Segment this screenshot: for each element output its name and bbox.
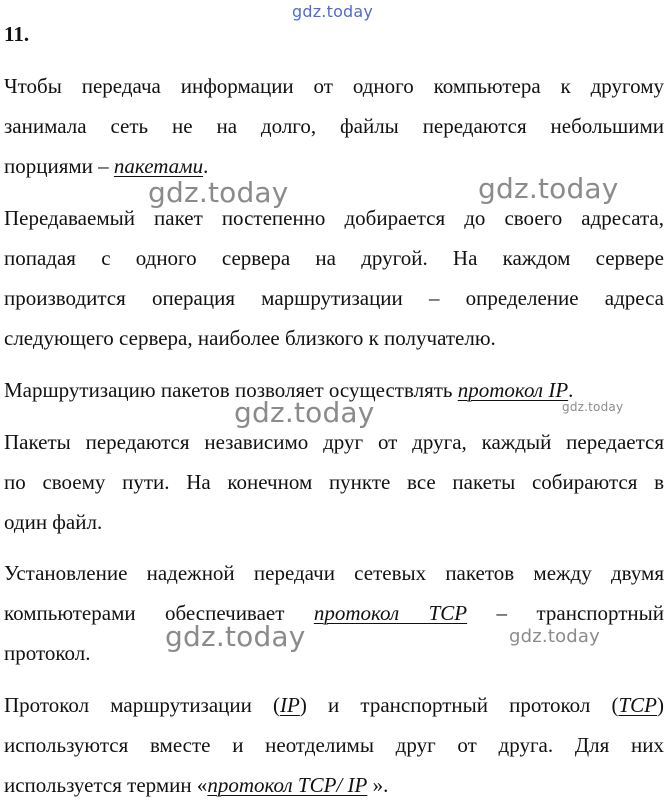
term-protocol-tcp-ip: протокол TCP/ IP [207,773,368,797]
term-ip: IP [280,693,300,717]
paragraph-2-line-1: Передаваемый пакет постепенно добирается до своего адресата, [4,206,664,230]
watermark-top: gdz.today [292,2,374,21]
text-fragment: – транспортный [467,601,664,625]
paragraph-4-line-1: Пакеты передаются независимо друг от друга, каждый передается [4,430,664,454]
paragraph-6-line-1 [4,685,664,725]
watermark-6: gdz.today [509,626,601,647]
watermark-2: gdz.today [478,172,619,205]
paragraph-4-line-3: один файл. [4,510,103,534]
term-tcp: TCP [618,693,657,717]
paragraph-1 [4,66,664,186]
paragraph-5 [4,553,664,673]
term-protocol-ip: протокол IP [457,378,569,402]
paragraph-2-line-4: следующего сервера, наиболее близкого к получателю. [4,326,496,350]
watermark-5: gdz.today [165,620,306,653]
exercise-number: 11. [4,22,30,46]
text-fragment: ) [657,693,664,717]
watermark-1: gdz.today [148,176,289,209]
paragraph-1-line-1: Чтобы передача информации от одного компьютера к другому [4,74,664,98]
paragraph-2-line-2: попадая с одного сервера на другой. На каждом сервере [4,246,664,270]
paragraph-2 [4,198,664,358]
text-fragment: порциями – [4,154,114,178]
paragraph-6-line-3 [4,765,664,805]
paragraph-5-line-1: Установление надежной передачи сетевых пакетов между двумя [4,561,664,585]
text-fragment: Протокол маршрутизации ( [4,693,281,717]
term-protocol-tcp: протокол TCP [313,601,468,625]
text-fragment: ». [367,773,389,797]
paragraph-4 [4,422,664,542]
paragraph-6 [4,685,664,805]
watermark-4: gdz.today [562,400,624,414]
text-fragment: . [568,378,574,402]
text-fragment: Маршрутизацию пакетов позволяет осуществлять [4,378,458,402]
paragraph-1-line-2: занимала сеть не на долго, файлы передаются небольшими [4,114,664,138]
paragraph-2-line-3: производится операция маршрутизации – определение адреса [4,286,664,310]
text-fragment: . [203,154,209,178]
text-fragment: компьютерами обеспечивает [4,601,314,625]
paragraph-4-line-2: по своему пути. На конечном пункте все пакеты собираются в [4,470,664,494]
text-fragment: ) и транспортный протокол ( [299,693,619,717]
paragraph-6-line-2: используются вместе и неотделимы друг от друга. Для них [4,733,664,757]
term-packets: пакетами [113,154,204,178]
text-fragment: используется термин « [4,773,208,797]
paragraph-5-line-3: протокол. [4,641,91,665]
watermark-3: gdz.today [234,396,375,429]
